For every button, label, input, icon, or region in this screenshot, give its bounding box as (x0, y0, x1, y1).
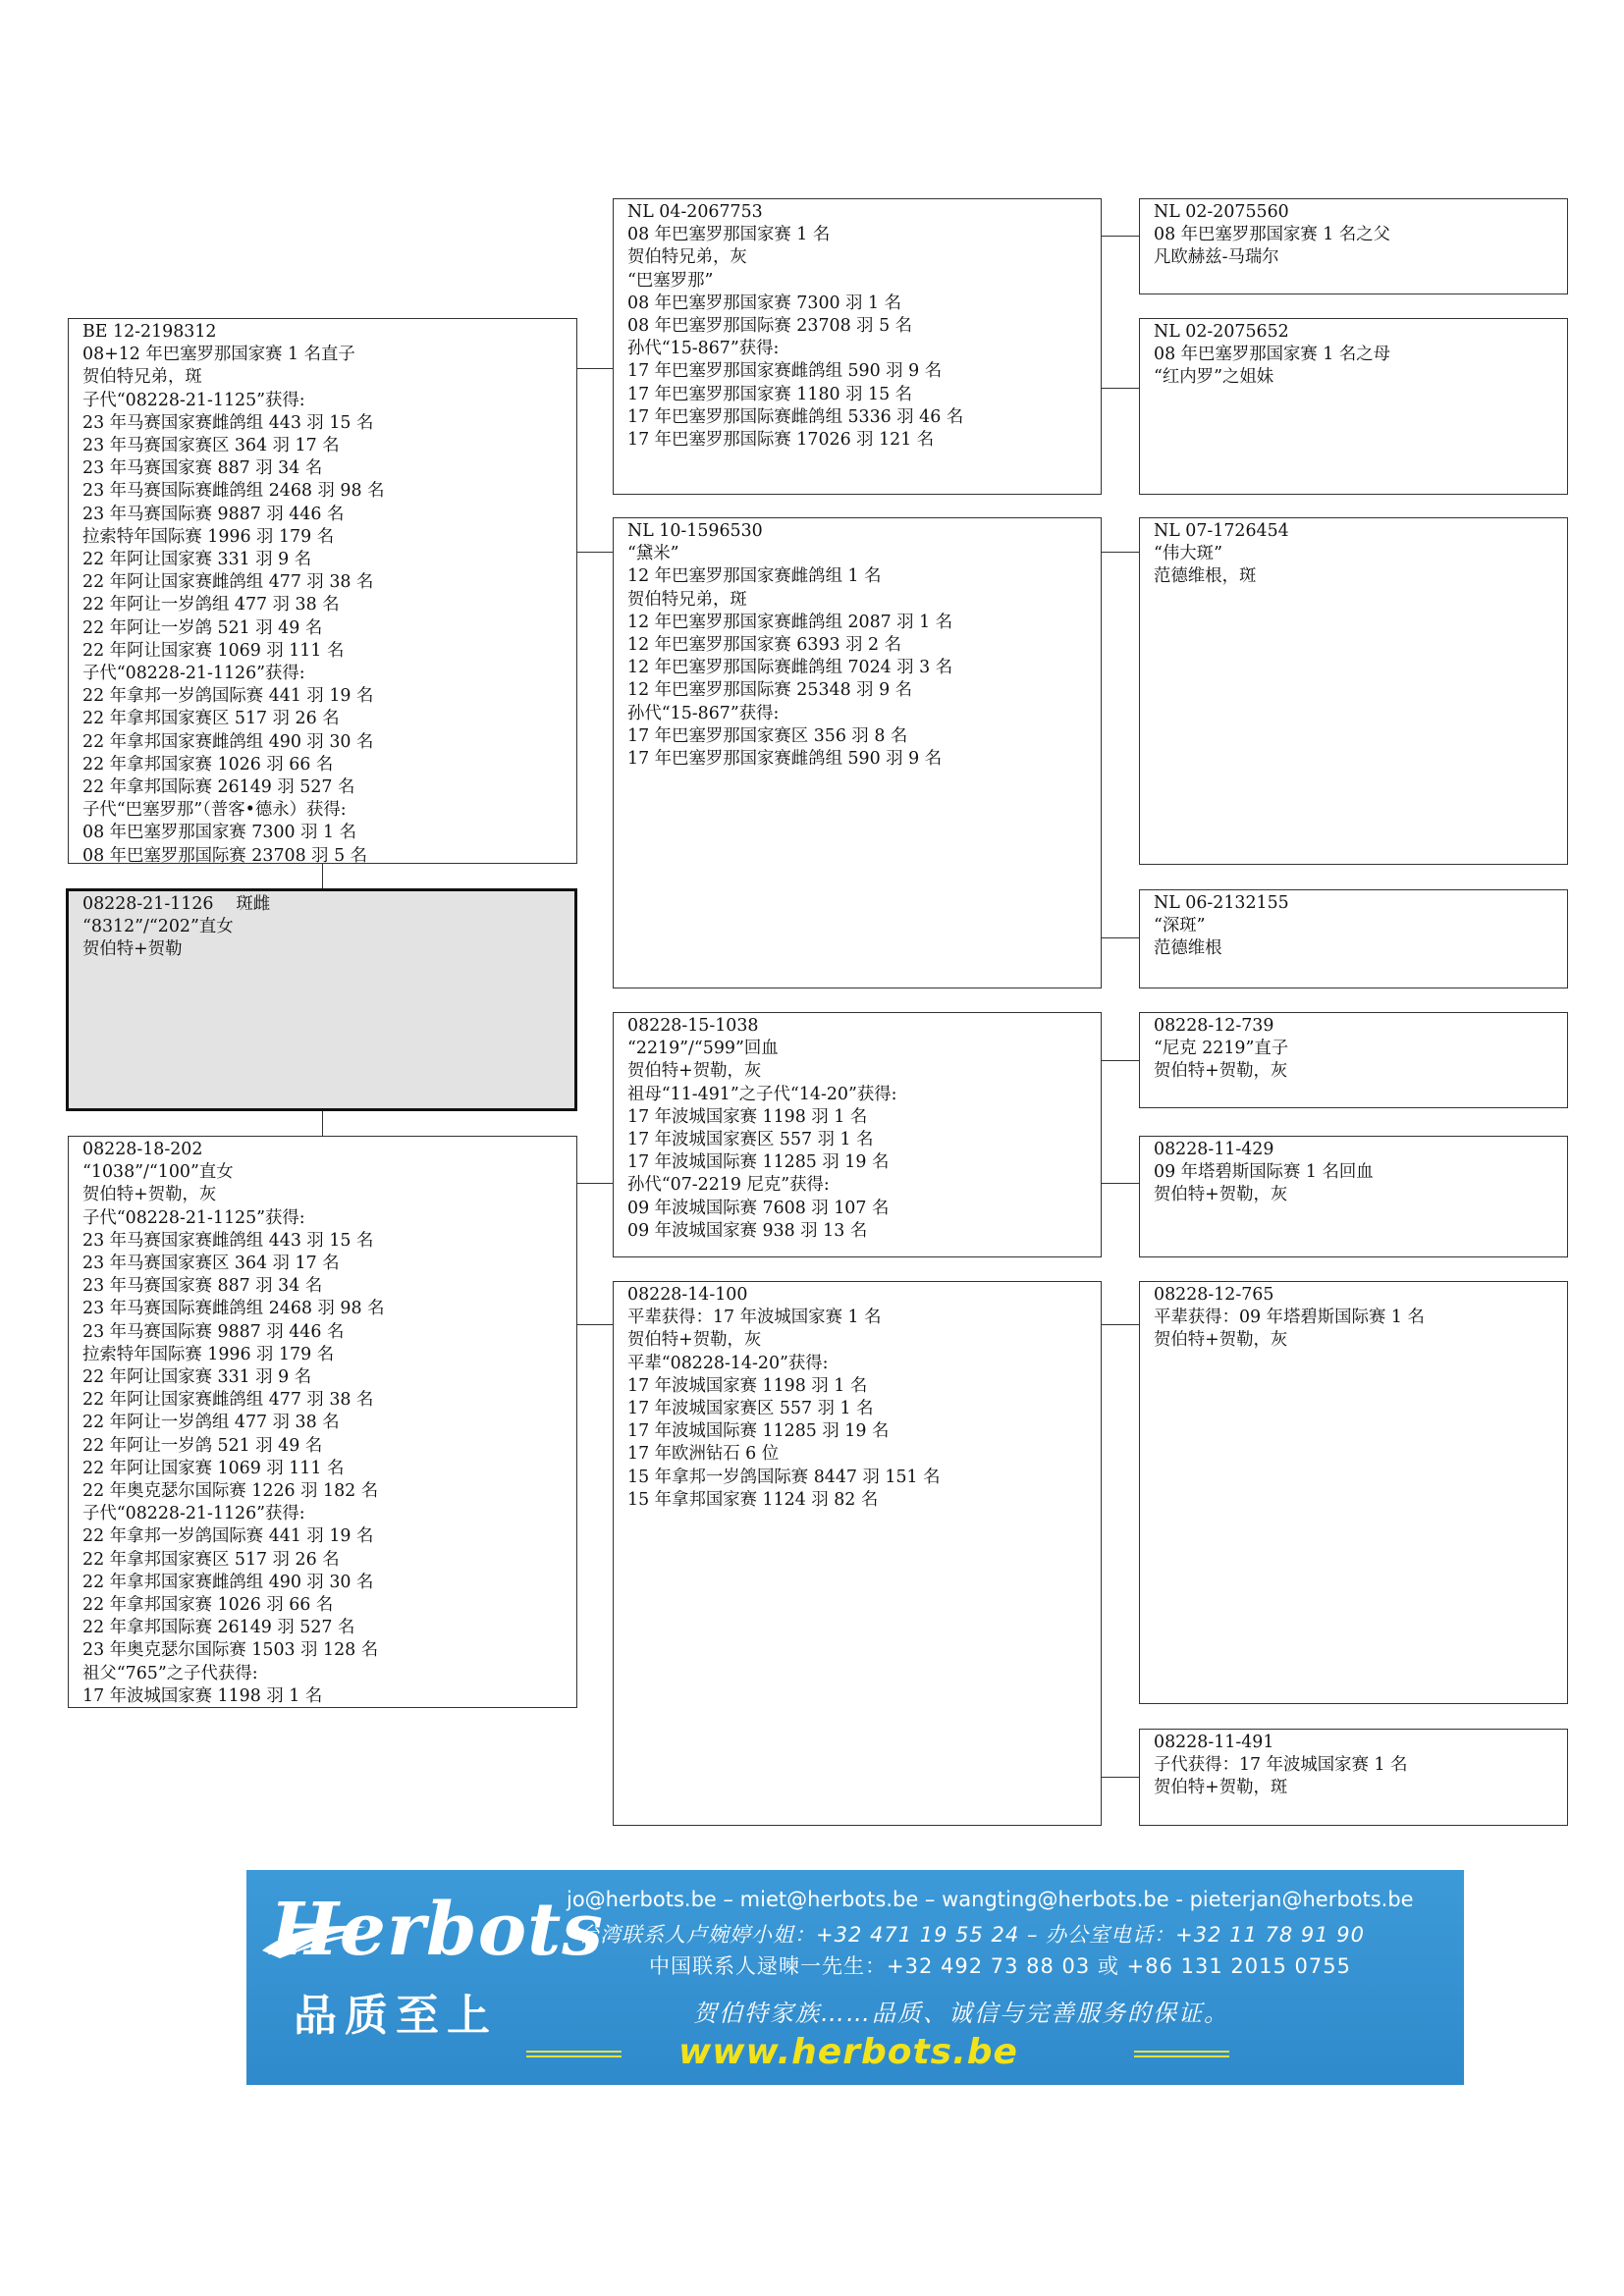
pedigree-line: 22 年拿邦一岁鸽国际赛 441 羽 19 名 (82, 1526, 374, 1547)
pedigree-line: 22 年拿邦国家赛雌鸽组 490 羽 30 名 (82, 1572, 374, 1592)
pedigree-dam-dam-dam (1139, 1729, 1568, 1826)
ring-number: 08228-12-739 (1154, 1016, 1274, 1036)
connector-subject-dam (322, 1111, 323, 1136)
pedigree-line: 15 年拿邦国家赛 1124 羽 82 名 (627, 1489, 879, 1510)
ring-number: 08228-21-1126 斑雌 (82, 894, 271, 914)
pedigree-line: 贺伯特兄弟，斑 (82, 367, 202, 388)
pedigree-line: 贺伯特+贺勒，灰 (1154, 1185, 1288, 1205)
banner-china-contact: 中国联系人逯暕一先生：+32 492 73 88 03 或 +86 131 2015 0755 (649, 1954, 1351, 1978)
pedigree-line: 子代“08228-21-1125”获得: (82, 1207, 305, 1228)
pedigree-line: 15 年拿邦一岁鸽国际赛 8447 羽 151 名 (627, 1467, 941, 1487)
pedigree-dam-sire-sire (1139, 1012, 1568, 1108)
pedigree-dam (68, 1136, 577, 1708)
pedigree-sire (68, 318, 577, 864)
banner-divider-right (1134, 2051, 1229, 2057)
pedigree-line: “1038”/“100”直女 (82, 1162, 234, 1183)
pedigree-line: 贺伯特+贺勒，灰 (82, 1185, 217, 1205)
pedigree-line: 17 年巴塞罗那国际赛 17026 羽 121 名 (627, 430, 935, 451)
pedigree-line: 平辈获得：17 年波城国家赛 1 名 (627, 1308, 882, 1328)
banner-guarantee: 贺伯特家族……品质、诚信与完善服务的保证。 (693, 2000, 1229, 2027)
pedigree-line: 22 年阿让一岁鸽 521 羽 49 名 (82, 1435, 323, 1456)
pedigree-line: 22 年拿邦国际赛 26149 羽 527 名 (82, 777, 355, 798)
ring-number: 08228-11-491 (1154, 1733, 1274, 1752)
pedigree-dam-sire (613, 1012, 1102, 1257)
connector-sire-to-sire-dam (577, 552, 613, 553)
ring-number: NL 07-1726454 (1154, 521, 1289, 541)
pedigree-line: 子代“巴塞罗那”（普客•德永）获得: (82, 800, 347, 821)
pedigree-line: 12 年巴塞罗那国家赛雌鸽组 2087 羽 1 名 (627, 612, 953, 632)
connector-ss-to-sss (1102, 236, 1139, 237)
pedigree-line: “巴塞罗那” (627, 270, 714, 291)
pedigree-line: 17 年波城国家赛 1198 羽 1 名 (627, 1106, 868, 1127)
pedigree-line: 22 年阿让国家赛雌鸽组 477 羽 38 名 (82, 572, 374, 593)
herbots-banner (246, 1870, 1464, 2085)
connector-sd-to-sds (1102, 552, 1139, 553)
pedigree-line: 22 年阿让国家赛 331 羽 9 名 (82, 550, 312, 570)
banner-divider-left (526, 2051, 622, 2057)
pedigree-line: 12 年巴塞罗那国家赛雌鸽组 1 名 (627, 566, 882, 587)
ring-number: 08228-11-429 (1154, 1140, 1274, 1159)
pedigree-line: 12 年巴塞罗那国家赛 6393 羽 2 名 (627, 635, 901, 656)
herbots-logo: Herbots (270, 1888, 604, 1972)
pedigree-line: 贺伯特+贺勒，灰 (1154, 1061, 1288, 1082)
pedigree-line: 12 年巴塞罗那国际赛雌鸽组 7024 羽 3 名 (627, 658, 953, 678)
pedigree-sire-dam-sire (1139, 517, 1568, 865)
pedigree-line: 17 年巴塞罗那国家赛 1180 羽 15 名 (627, 384, 913, 404)
pedigree-line: 17 年波城国际赛 11285 羽 19 名 (627, 1152, 890, 1173)
pedigree-line: 17 年欧洲钻石 6 位 (627, 1444, 780, 1465)
pedigree-line: 贺伯特+贺勒，灰 (627, 1330, 762, 1351)
pedigree-line: 17 年巴塞罗那国家赛雌鸽组 590 羽 9 名 (627, 361, 943, 382)
pedigree-line: 08 年巴塞罗那国家赛 1 名之母 (1154, 345, 1391, 365)
pedigree-line: 17 年波城国家赛 1198 羽 1 名 (627, 1375, 868, 1396)
pedigree-line: “尼克 2219”直子 (1154, 1039, 1289, 1059)
pedigree-line: 22 年阿让国家赛 331 羽 9 名 (82, 1367, 312, 1388)
connector-dam-to-dam-dam (577, 1324, 613, 1325)
pedigree-line: 23 年马赛国际赛雌鸽组 2468 羽 98 名 (82, 1299, 385, 1319)
pedigree-line: 凡欧赫兹-马瑞尔 (1154, 247, 1279, 268)
pedigree-line: 08 年巴塞罗那国家赛 7300 羽 1 名 (627, 293, 901, 313)
pedigree-line: “伟大斑” (1154, 544, 1222, 564)
banner-website-link[interactable]: www.herbots.be (678, 2032, 1018, 2072)
pedigree-sire-sire-sire (1139, 198, 1568, 294)
pedigree-sire-sire-dam (1139, 318, 1568, 495)
ring-number: 08228-15-1038 (627, 1016, 759, 1036)
pedigree-line: 拉索特年国际赛 1996 羽 179 名 (82, 526, 335, 547)
pedigree-line: 23 年马赛国家赛雌鸽组 443 羽 15 名 (82, 1230, 374, 1251)
pedigree-line: 贺伯特+贺勒，灰 (627, 1061, 762, 1082)
connector-dam-to-dam-sire (577, 1183, 613, 1184)
pedigree-line: 17 年巴塞罗那国际赛雌鸽组 5336 羽 46 名 (627, 406, 964, 427)
pedigree-line: “8312”/“202”直女 (82, 917, 234, 937)
pedigree-line: 08 年巴塞罗那国家赛 7300 羽 1 名 (82, 823, 356, 843)
banner-taiwan-contact: 台湾联系人卢婉婷小姐：+32 471 19 55 24 – 办公室电话：+32 11 78 91 90 (578, 1923, 1366, 1947)
pedigree-line: 子代获得：17 年波城国家赛 1 名 (1154, 1755, 1408, 1776)
pedigree-line: 子代“08228-21-1126”获得: (82, 664, 305, 684)
pedigree-line: 孙代“07-2219 尼克”获得: (627, 1175, 830, 1196)
pedigree-line: 17 年波城国家赛区 557 羽 1 名 (627, 1399, 874, 1419)
pedigree-line: 17 年波城国家赛 1198 羽 1 名 (82, 1685, 323, 1706)
pedigree-line: 23 年马赛国家赛 887 羽 34 名 (82, 1276, 323, 1297)
pedigree-line: 贺伯特兄弟，灰 (627, 247, 747, 268)
pedigree-line: 09 年波城国家赛 938 羽 13 名 (627, 1220, 868, 1241)
pedigree-line: 贺伯特+贺勒，灰 (1154, 1330, 1288, 1351)
pedigree-sire-dam (613, 517, 1102, 988)
connector-ds-to-dss (1102, 1060, 1139, 1061)
ring-number: NL 02-2075560 (1154, 202, 1289, 222)
pedigree-line: 17 年波城国际赛 11285 羽 19 名 (627, 1421, 890, 1442)
connector-sire-subject (322, 864, 323, 888)
pedigree-subject (66, 888, 577, 1111)
banner-slogan: 品质至上 (294, 1991, 498, 2041)
pedigree-line: 子代“08228-21-1126”获得: (82, 1504, 305, 1524)
pedigree-line: 23 年马赛国家赛 887 羽 34 名 (82, 458, 323, 479)
pedigree-line: 17 年波城国家赛区 557 羽 1 名 (627, 1130, 874, 1150)
pedigree-line: 祖父“765”之子代获得: (82, 1663, 258, 1683)
pedigree-line: 22 年拿邦国家赛 1026 羽 66 名 (82, 754, 334, 774)
connector-ss-to-ssd (1102, 388, 1139, 389)
ring-number: 08228-18-202 (82, 1140, 203, 1159)
connector-dd-to-ddd (1102, 1777, 1139, 1778)
pedigree-line: 08 年巴塞罗那国际赛 23708 羽 5 名 (627, 316, 913, 337)
pedigree-line: 17 年巴塞罗那国家赛区 356 羽 8 名 (627, 725, 908, 746)
pedigree-line: 贺伯特+贺勒 (82, 939, 183, 960)
ring-number: NL 02-2075652 (1154, 322, 1289, 342)
pedigree-line: 22 年拿邦国际赛 26149 羽 527 名 (82, 1618, 355, 1638)
pedigree-line: 22 年拿邦国家赛区 517 羽 26 名 (82, 709, 340, 729)
ring-number: 08228-14-100 (627, 1285, 748, 1305)
pedigree-line: 贺伯特+贺勒，斑 (1154, 1778, 1288, 1798)
ring-number: BE 12-2198312 (82, 322, 217, 342)
pedigree-line: 23 年马赛国际赛 9887 羽 446 名 (82, 504, 345, 524)
connector-dd-to-dds (1102, 1324, 1139, 1325)
pedigree-line: 23 年马赛国家赛区 364 羽 17 名 (82, 1254, 340, 1274)
pedigree-line: 22 年阿让一岁鸽 521 羽 49 名 (82, 617, 323, 638)
pedigree-line: 22 年拿邦一岁鸽国际赛 441 羽 19 名 (82, 686, 374, 707)
pedigree-line: 范德维根，斑 (1154, 566, 1257, 587)
pedigree-line: 祖母“11-491”之子代“14-20”获得: (627, 1084, 897, 1104)
pedigree-line: 23 年马赛国家赛区 364 羽 17 名 (82, 436, 340, 456)
pedigree-line: 08 年巴塞罗那国家赛 1 名之父 (1154, 225, 1391, 245)
pedigree-line: 22 年阿让国家赛雌鸽组 477 羽 38 名 (82, 1390, 374, 1411)
pedigree-line: 23 年马赛国际赛雌鸽组 2468 羽 98 名 (82, 481, 385, 502)
pedigree-line: 子代“08228-21-1125”获得: (82, 390, 305, 410)
pedigree-line: 09 年塔碧斯国际赛 1 名回血 (1154, 1162, 1374, 1183)
ring-number: 08228-12-765 (1154, 1285, 1274, 1305)
pedigree-line: 23 年马赛国际赛 9887 羽 446 名 (82, 1321, 345, 1342)
pedigree-line: 22 年拿邦国家赛区 517 羽 26 名 (82, 1549, 340, 1570)
banner-emails[interactable]: jo@herbots.be – miet@herbots.be – wangting@herbots.be - pieterjan@herbots.be (567, 1888, 1414, 1911)
pedigree-line: 22 年阿让一岁鸽组 477 羽 38 名 (82, 1413, 340, 1433)
pedigree-line: 08 年巴塞罗那国家赛 1 名 (627, 225, 831, 245)
pedigree-line: 08+12 年巴塞罗那国家赛 1 名直子 (82, 345, 355, 365)
pedigree-line: 拉索特年国际赛 1996 羽 179 名 (82, 1344, 335, 1364)
pedigree-sire-dam-dam (1139, 889, 1568, 988)
pedigree-line: 范德维根 (1154, 938, 1222, 959)
pedigree-dam-dam-sire (1139, 1281, 1568, 1704)
ring-number: NL 04-2067753 (627, 202, 763, 222)
pedigree-line: 22 年阿让一岁鸽组 477 羽 38 名 (82, 595, 340, 615)
pedigree-line: 贺伯特兄弟，斑 (627, 589, 747, 610)
connector-ds-to-dsd (1102, 1183, 1139, 1184)
pedigree-line: “红内罗”之姐妹 (1154, 367, 1274, 388)
connector-sd-to-sdd (1102, 937, 1139, 938)
ring-number: NL 06-2132155 (1154, 893, 1289, 913)
pedigree-line: 23 年马赛国家赛雌鸽组 443 羽 15 名 (82, 412, 374, 433)
pedigree-line: 22 年奥克瑟尔国际赛 1226 羽 182 名 (82, 1481, 379, 1502)
pedigree-line: 17 年巴塞罗那国家赛雌鸽组 590 羽 9 名 (627, 749, 943, 770)
pedigree-line: 22 年拿邦国家赛雌鸽组 490 羽 30 名 (82, 731, 374, 752)
pedigree-line: 23 年奥克瑟尔国际赛 1503 羽 128 名 (82, 1640, 379, 1661)
pedigree-line: 孙代“15-867”获得: (627, 339, 780, 359)
pedigree-line: 09 年波城国际赛 7608 羽 107 名 (627, 1198, 890, 1218)
pedigree-line: 22 年阿让国家赛 1069 羽 111 名 (82, 640, 345, 661)
pedigree-dam-dam (613, 1281, 1102, 1826)
pedigree-dam-sire-dam (1139, 1136, 1568, 1257)
connector-sire-to-sire-sire (577, 368, 613, 369)
pedigree-sire-sire (613, 198, 1102, 495)
pedigree-line: 平辈“08228-14-20”获得: (627, 1353, 829, 1373)
pedigree-line: 08 年巴塞罗那国际赛 23708 羽 5 名 (82, 845, 368, 864)
pedigree-line: “2219”/“599”回血 (627, 1039, 779, 1059)
pedigree-line: 22 年阿让国家赛 1069 羽 111 名 (82, 1458, 345, 1478)
ring-number: NL 10-1596530 (627, 521, 763, 541)
pedigree-line: “黛米” (627, 544, 679, 564)
pedigree-line: 平辈获得：09 年塔碧斯国际赛 1 名 (1154, 1308, 1425, 1328)
pedigree-line: “深斑” (1154, 916, 1206, 936)
pedigree-line: 22 年拿邦国家赛 1026 羽 66 名 (82, 1595, 334, 1616)
pedigree-line: 12 年巴塞罗那国际赛 25348 羽 9 名 (627, 680, 913, 701)
pedigree-line: 孙代“15-867”获得: (627, 703, 780, 723)
